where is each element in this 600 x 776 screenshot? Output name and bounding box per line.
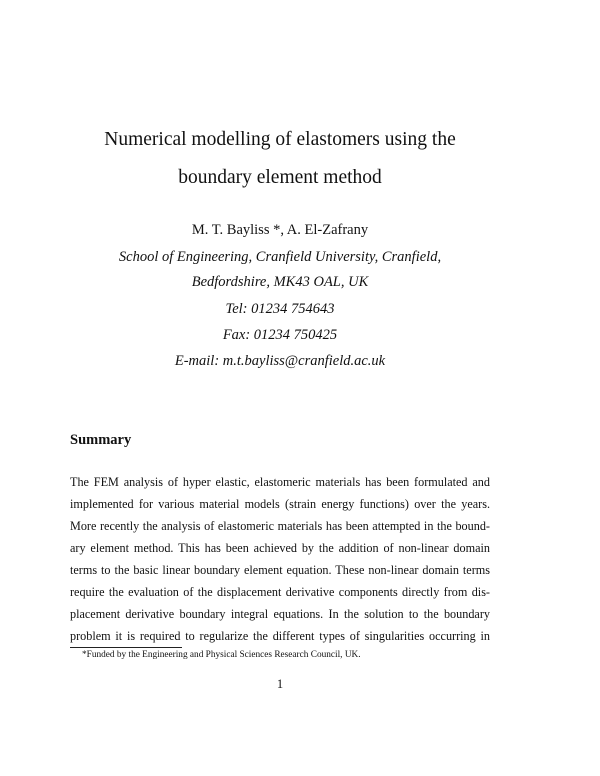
summary-line-4: ary element method. This has been achieved by the addition of non-linear domain bbox=[70, 541, 490, 555]
summary-line-2: implemented for various material models (strain energy functions) over the years. bbox=[70, 497, 490, 511]
summary-line-7: placement derivative boundary integral equations. In the solution to the boundary bbox=[70, 607, 490, 621]
summary-line-5: terms to the basic linear boundary element equation. These non-linear domain terms bbox=[70, 563, 490, 577]
email: E-mail: m.t.bayliss@cranfield.ac.uk bbox=[174, 353, 386, 369]
summary-line-6: require the evaluation of the displacement derivative components directly from dis- bbox=[70, 585, 490, 599]
footnote-rule bbox=[70, 647, 182, 648]
summary-line-3: More recently the analysis of elastomeric materials has been attempted in the bound- bbox=[70, 519, 490, 533]
authors: M. T. Bayliss *, A. El-Zafrany bbox=[191, 222, 369, 238]
summary-heading: Summary bbox=[70, 432, 132, 448]
title-line-2: boundary element method bbox=[178, 167, 382, 188]
footnote: *Funded by the Engineering and Physical Sciences Research Council, UK. bbox=[82, 650, 361, 660]
affiliation-line-1: School of Engineering, Cranfield University, Cranfield, bbox=[118, 249, 442, 265]
affiliation-line-2: Bedfordshire, MK43 OAL, UK bbox=[191, 274, 369, 290]
fax: Fax: 01234 750425 bbox=[222, 327, 338, 343]
title-line-1: Numerical modelling of elastomers using the bbox=[104, 129, 456, 150]
summary-line-1: The FEM analysis of hyper elastic, elastomeric materials has been formulated and bbox=[70, 475, 490, 489]
telephone: Tel: 01234 754643 bbox=[225, 301, 335, 317]
page-number: 1 bbox=[276, 677, 284, 691]
summary-line-8: problem it is required to regularize the different types of singularities occurring in bbox=[70, 629, 490, 643]
